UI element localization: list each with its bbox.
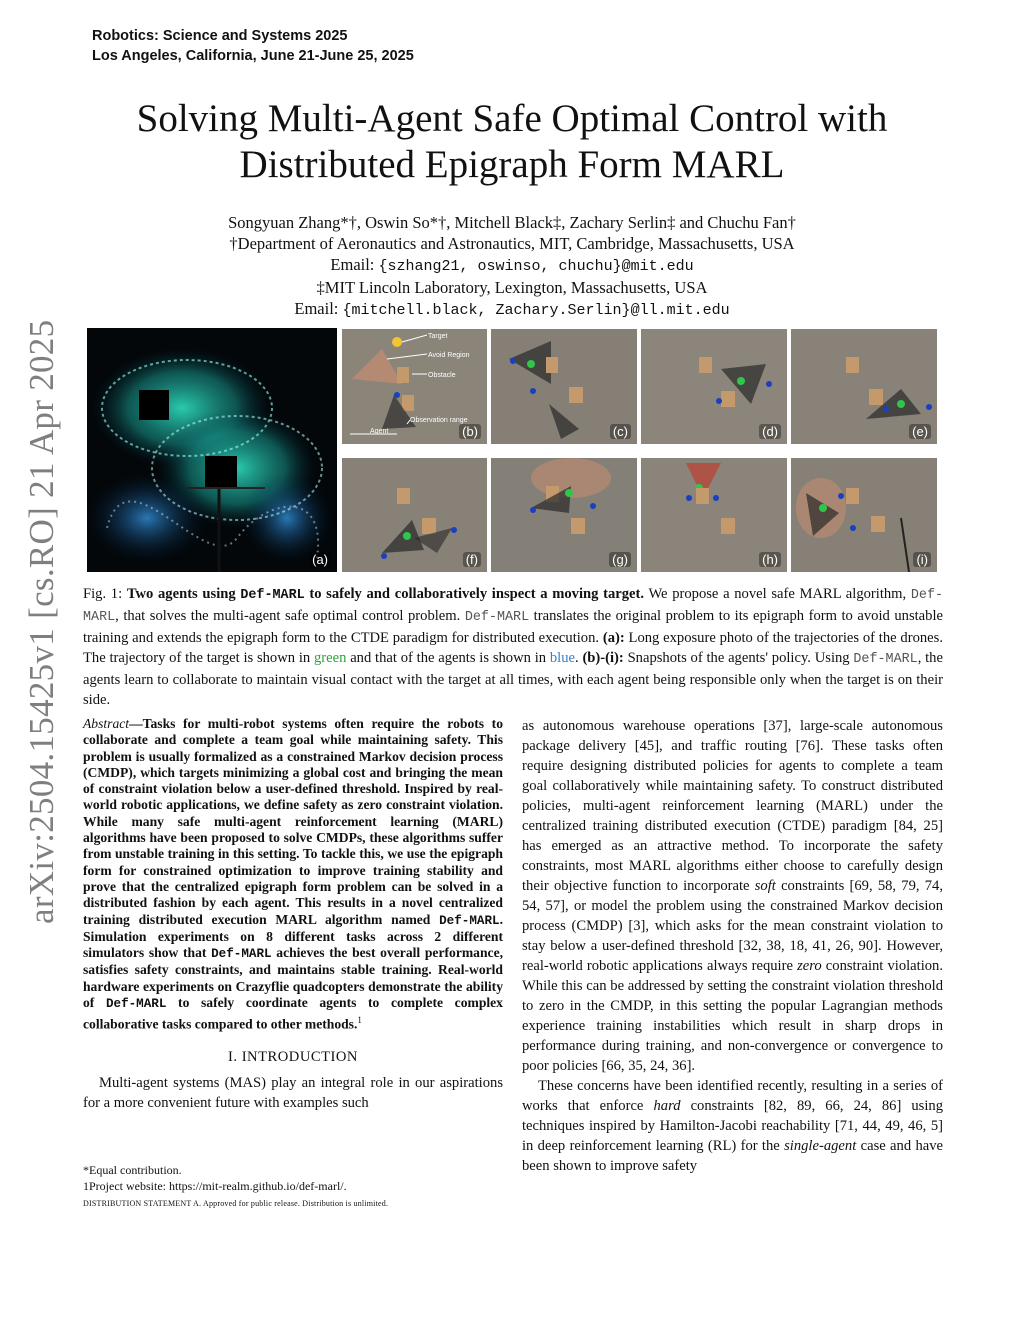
panel-label-a: (a) — [309, 552, 331, 567]
panel-label-h: (h) — [759, 552, 781, 567]
caption-text: and that of the agents is shown in — [350, 650, 547, 666]
email-label: Email: — [330, 255, 375, 274]
caption-fig-label: Fig. 1: — [83, 586, 123, 602]
panel-label-e: (e) — [909, 424, 931, 439]
caption-panel-a-label: (a): — [602, 630, 625, 646]
conference-header — [92, 26, 414, 66]
annotation-obstacle: Obstacle — [428, 372, 456, 379]
intro-paragraph: Multi-agent systems (MAS) play an integral role in our aspirations for a more convenient future with examples such — [83, 1075, 503, 1112]
abstract-text: . Simulation experiments on 8 different tasks across 2 different simulators show that — [83, 911, 503, 961]
panel-h — [641, 458, 787, 572]
email-address-mit: {szhang21, oswinso, chuchu}@mit.edu — [378, 258, 694, 275]
body-italic: single-agent — [784, 1138, 857, 1154]
paper-title — [80, 96, 944, 188]
abstract-code: Def-MARL — [105, 997, 167, 1012]
footnote-mark: 1 — [357, 1015, 362, 1026]
footnotes — [83, 1162, 503, 1212]
arxiv-stamp: arXiv:2504.15425v1 [cs.RO] 21 Apr 2025 — [22, 319, 61, 924]
abstract-code: Def-MARL — [439, 913, 500, 928]
section-heading-introduction: I. INTRODUCTION — [228, 1049, 358, 1066]
annotation-target: Target — [428, 333, 448, 340]
abstract-text: to safely coordinate agents to complete complex collaborative tasks compared to other methods. — [83, 995, 503, 1032]
panel-label-d: (d) — [759, 424, 781, 439]
conference-location: Los Angeles, California, June 21-June 25, 2025 — [92, 48, 414, 64]
email-label: Email: — [294, 299, 339, 318]
author-list: Songyuan Zhang*†, Oswin So*†, Mitchell Black‡, Zachary Serlin‡ and Chuchu Fan† — [228, 213, 796, 232]
panel-f — [342, 458, 487, 572]
panel-g — [491, 458, 637, 572]
panel-b — [342, 329, 487, 444]
caption-code: Def-MARL — [853, 652, 918, 667]
intro-paragraph-continued — [522, 716, 943, 1076]
caption-blue: blue — [549, 650, 575, 666]
caption-text: translates the original problem to its epigraph form to avoid unstable training and extends the epigraph form to the CTDE paradigm for distributed execution. — [83, 608, 943, 646]
panel-label-c: (c) — [610, 424, 631, 439]
annotation-agent: Agent — [370, 428, 389, 435]
author-block — [80, 212, 944, 321]
title-line-1: Solving Multi-Agent Safe Optimal Control with — [136, 97, 888, 140]
body-italic: hard — [653, 1098, 681, 1114]
long-exposure-photo — [87, 328, 337, 572]
panel-label-i: (i) — [913, 552, 931, 567]
body-text: as autonomous warehouse operations [37], large-scale autonomous package delivery [45], and traffic routing [76]. These tasks often require designing distributed policies for agents to complete a team goal collaboratively while maintaining safety. To construct distributed policies, multi-agent reinforcement learning (MARL) under the centralized training distributed execution (CTDE) paradigm [84, 25] has emerged as an attractive method. To incorporate the safety constraints, most MARL algorithms either choose to carefully design their objective function to incorporate — [522, 718, 943, 894]
email-address-lincoln: {mitchell.black, Zachary.Serlin}@ll.mit.edu — [342, 302, 730, 319]
abstract-label: Abstract — [83, 716, 130, 731]
affiliation-lincoln: ‡MIT Lincoln Laboratory, Lexington, Massachusetts, USA — [316, 278, 708, 297]
intro-paragraph-2 — [522, 1076, 943, 1176]
title-line-2: Distributed Epigraph Form MARL — [239, 143, 785, 186]
caption-bold: Two agents using — [126, 586, 236, 602]
caption-panel-bi-label: (b)-(i): — [582, 650, 624, 666]
panel-label-f: (f) — [463, 552, 481, 567]
body-text: constraint violation. While this can be addressed by setting the constraint violation threshold to zero in the CMDP, in this setting the popular Lagrangian methods experience training instabilities which result in sharp drops in performance during training, and non-convergence or convergence to poor policies [66, 35, 24, 36]. — [522, 958, 943, 1074]
panel-label-g: (g) — [609, 552, 631, 567]
annotation-avoid-region: Avoid Region — [428, 352, 470, 359]
footnote-equal-contribution: *Equal contribution. — [83, 1163, 182, 1177]
panel-c — [491, 329, 637, 444]
caption-green: green — [313, 650, 347, 666]
body-text: case and have been shown to improve safety — [522, 1138, 944, 1174]
panel-d — [641, 329, 787, 444]
abstract-code: Def-MARL — [211, 947, 272, 962]
caption-text: , the agents learn to collaborate to maintain visual contact with the target at all times, with each agent being responsible only when the target is on their side. — [83, 650, 943, 708]
panel-e — [791, 329, 937, 444]
body-text: constraints [82, 89, 66, 24, 86] using techniques inspired by Hamilton-Jacobi reachability [71, 44, 49, 46, 5] in deep reinforcement learning (RL) for the — [522, 1098, 943, 1154]
email-mit — [80, 254, 944, 277]
abstract — [83, 716, 503, 1033]
body-italic: soft — [754, 878, 776, 894]
caption-code: Def-MARL — [83, 588, 944, 625]
panel-a-long-exposure — [87, 328, 337, 572]
caption-code: Def-MARL — [464, 610, 530, 625]
caption-text: , that solves the multi-agent safe optimal control problem. — [115, 608, 461, 624]
body-text: constraints [69, 58, 79, 74, 54, 57], or model the problem using the constrained Markov decision process (CMDP) [3], which asks for the mean constraint violation to stay below a user-defined threshold [32, 38, 18, 41, 26, 90]. However, real-world robotic applications always require — [522, 878, 943, 974]
distribution-statement: DISTRIBUTION STATEMENT A. Approved for public release. Distribution is unlimited. — [83, 1199, 389, 1208]
annotation-observation-range: Observation range — [410, 417, 468, 424]
abstract-text: achieves the best overall performance, satisfies safety constraints, and maintains stable training. Real-world hardware experiments on Crazyflie quadcopters demonstrate the ability of — [83, 945, 503, 1011]
caption-text: Long exposure photo of the trajectories of the drones. The trajectory of the target is shown in — [83, 630, 943, 666]
footnote-project-website: 1Project website: https://mit-realm.github.io/def-marl/. — [83, 1179, 347, 1193]
affiliation-mit: †Department of Aeronautics and Astronautics, MIT, Cambridge, Massachusetts, USA — [229, 234, 795, 253]
body-text: These concerns have been identified recently, resulting in a series of works that enforce — [522, 1078, 943, 1114]
right-column — [522, 716, 943, 1176]
panel-label-b: (b) — [459, 424, 481, 439]
caption-text: . — [575, 650, 579, 666]
left-column — [83, 716, 503, 1113]
caption-code: Def-MARL — [240, 588, 305, 603]
email-lincoln — [80, 298, 944, 321]
body-italic: zero — [797, 958, 822, 974]
caption-bold: to safely and collaboratively inspect a moving target. — [309, 586, 645, 602]
caption-text: Snapshots of the agents' policy. Using — [627, 650, 850, 666]
caption-text: We propose a novel safe MARL algorithm, — [648, 586, 907, 602]
conference-name: Robotics: Science and Systems 2025 — [92, 28, 348, 44]
figure-caption — [83, 584, 943, 710]
abstract-text: —Tasks for multi-robot systems often require the robots to collaborate and complete a team goal while maintaining safety. This problem is usually formalized as a constrained Markov decision process (CMDP), which targets minimizing a global cost and bringing the mean of constraint violation below a user-defined threshold. Inspired by real-world robotic applications, we define safety as zero constraint violation. While many safe multi-agent reinforcement learning (MARL) algorithms have been proposed to solve CMDPs, these algorithms suffer from unstable training in this setting. To tackle this, we use the epigraph form for constrained optimization to improve training stability and prove that the centralized epigraph form problem can be solved in a distributed fashion by each agent. This results in a novel centralized training distributed execution MARL algorithm named — [83, 716, 503, 927]
panel-i — [791, 458, 937, 572]
